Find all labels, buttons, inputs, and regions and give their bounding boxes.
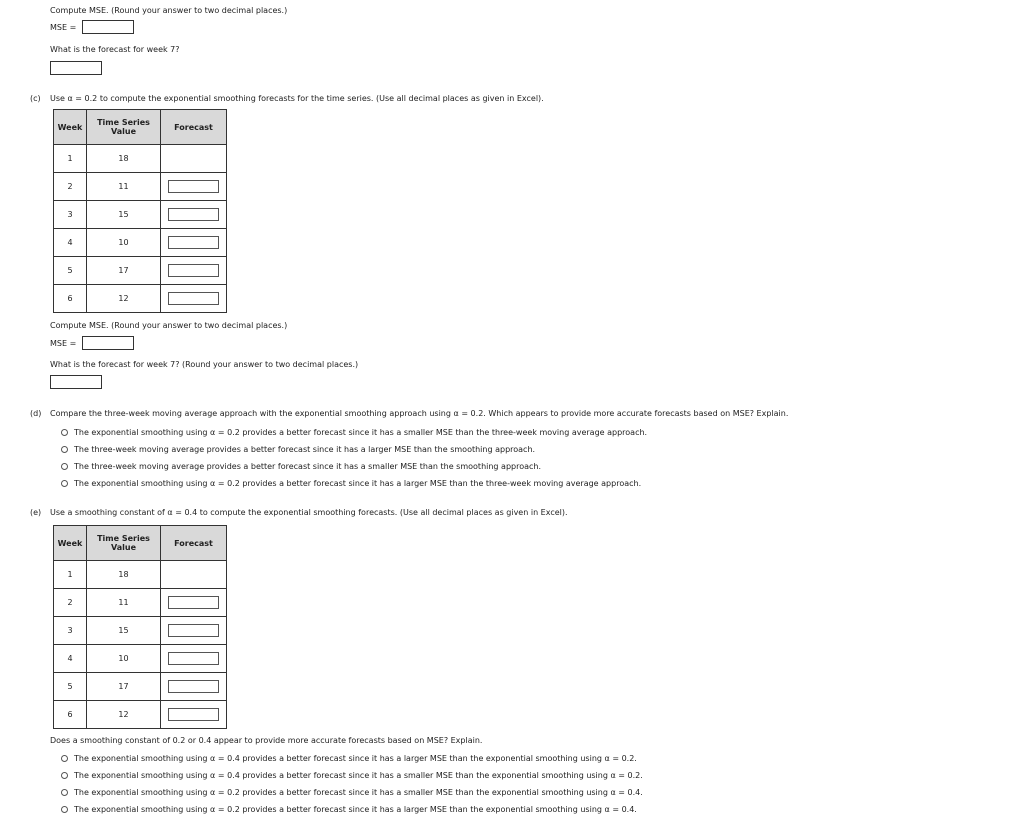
- part-d-option-1[interactable]: [61, 426, 647, 438]
- forecast-input[interactable]: [168, 208, 219, 221]
- value-cell: 15: [87, 201, 161, 229]
- forecast-cell: [161, 145, 227, 173]
- table-row: [54, 673, 227, 701]
- value-cell: 17: [87, 257, 161, 285]
- part-e-letter: (e): [30, 508, 42, 517]
- forecast-input[interactable]: [168, 264, 219, 277]
- table-row: [54, 701, 227, 729]
- forecast-week7-input-c[interactable]: [50, 375, 102, 389]
- table-row: [54, 229, 227, 257]
- forecast-input[interactable]: [168, 180, 219, 193]
- table-row: [54, 285, 227, 313]
- week-cell: 2: [54, 173, 87, 201]
- radio-button[interactable]: [61, 806, 68, 813]
- week-cell: 5: [54, 673, 87, 701]
- week-cell: 6: [54, 285, 87, 313]
- part-c-letter: (c): [30, 94, 41, 103]
- forecast-cell: [161, 285, 227, 313]
- value-cell: 12: [87, 701, 161, 729]
- week-cell: 3: [54, 617, 87, 645]
- option-label: The exponential smoothing using α = 0.4 provides a better forecast since it has a smaller MSE than the exponential smoothing using α = 0.2.: [74, 770, 643, 780]
- mse-label: MSE =: [50, 23, 77, 32]
- table-row: [54, 589, 227, 617]
- value-cell: 17: [87, 673, 161, 701]
- part-c-instruction: Use α = 0.2 to compute the exponential smoothing forecasts for the time series. (Use all decimal places as given in Excel).: [50, 94, 544, 103]
- forecast-cell: [161, 229, 227, 257]
- part-d-option-3[interactable]: [61, 460, 541, 472]
- week-cell: 6: [54, 701, 87, 729]
- forecast-week7-text: What is the forecast for week 7?: [50, 45, 180, 54]
- forecast-input[interactable]: [168, 708, 219, 721]
- table-row: [54, 173, 227, 201]
- part-e-option-2[interactable]: [61, 769, 643, 781]
- forecast-cell: [161, 645, 227, 673]
- table-row: [54, 617, 227, 645]
- header-forecast: Forecast: [161, 110, 227, 145]
- part-e-option-1[interactable]: [61, 752, 637, 764]
- forecast-input[interactable]: [168, 292, 219, 305]
- week-cell: 4: [54, 229, 87, 257]
- option-label: The exponential smoothing using α = 0.2 provides a better forecast since it has a larger MSE than the exponential smoothing using α = 0.4.: [74, 804, 637, 814]
- compute-mse-text: Compute MSE. (Round your answer to two decimal places.): [50, 6, 288, 15]
- value-cell: 10: [87, 645, 161, 673]
- value-cell: 18: [87, 145, 161, 173]
- table-row: [54, 645, 227, 673]
- part-e-question: Does a smoothing constant of 0.2 or 0.4 appear to provide more accurate forecasts based on MSE? Explain.: [50, 736, 483, 745]
- part-d-question: Compare the three-week moving average approach with the exponential smoothing approach using α = 0.2. Which appears to provide more accurate forecasts based on MSE? Explain.: [50, 409, 789, 418]
- forecast-input[interactable]: [168, 652, 219, 665]
- radio-button[interactable]: [61, 429, 68, 436]
- compute-mse-text-c: Compute MSE. (Round your answer to two decimal places.): [50, 321, 288, 330]
- part-e-instruction: Use a smoothing constant of α = 0.4 to compute the exponential smoothing forecasts. (Use all decimal places as given in Excel).: [50, 508, 568, 517]
- forecast-week7-input-b[interactable]: [50, 61, 102, 75]
- table-row: [54, 561, 227, 589]
- forecast-cell: [161, 589, 227, 617]
- mse-input-c[interactable]: [82, 336, 134, 350]
- option-label: The exponential smoothing using α = 0.4 provides a better forecast since it has a larger MSE than the exponential smoothing using α = 0.2.: [74, 753, 637, 763]
- value-cell: 10: [87, 229, 161, 257]
- radio-button[interactable]: [61, 463, 68, 470]
- option-label: The exponential smoothing using α = 0.2 provides a better forecast since it has a smaller MSE than the three-week moving average approach.: [74, 427, 648, 437]
- forecast-cell: [161, 257, 227, 285]
- week-cell: 5: [54, 257, 87, 285]
- part-d-option-2[interactable]: [61, 443, 535, 455]
- forecast-cell: [161, 673, 227, 701]
- forecast-input[interactable]: [168, 680, 219, 693]
- radio-button[interactable]: [61, 480, 68, 487]
- radio-button[interactable]: [61, 446, 68, 453]
- part-e-option-4[interactable]: [61, 803, 637, 815]
- value-cell: 11: [87, 173, 161, 201]
- forecast-input[interactable]: [168, 236, 219, 249]
- table-row: [54, 145, 227, 173]
- part-e-table: [53, 525, 227, 729]
- radio-button[interactable]: [61, 755, 68, 762]
- header-forecast: Forecast: [161, 526, 227, 561]
- header-value: Time Series Value: [87, 526, 161, 561]
- value-cell: 18: [87, 561, 161, 589]
- forecast-cell: [161, 201, 227, 229]
- week-cell: 3: [54, 201, 87, 229]
- forecast-cell: [161, 561, 227, 589]
- table-row: [54, 257, 227, 285]
- forecast-input[interactable]: [168, 624, 219, 637]
- forecast-cell: [161, 617, 227, 645]
- week-cell: 1: [54, 561, 87, 589]
- value-cell: 12: [87, 285, 161, 313]
- forecast-week7-text-c: What is the forecast for week 7? (Round your answer to two decimal places.): [50, 360, 359, 369]
- part-d-letter: (d): [30, 409, 42, 418]
- option-label: The exponential smoothing using α = 0.2 provides a better forecast since it has a larger MSE than the three-week moving average approach.: [74, 478, 642, 488]
- header-week: Week: [54, 110, 87, 145]
- radio-button[interactable]: [61, 789, 68, 796]
- option-label: The exponential smoothing using α = 0.2 provides a better forecast since it has a smaller MSE than the exponential smoothing using α = 0.4.: [74, 787, 643, 797]
- week-cell: 1: [54, 145, 87, 173]
- value-cell: 15: [87, 617, 161, 645]
- table-row: [54, 201, 227, 229]
- mse-input-b[interactable]: [82, 20, 134, 34]
- option-label: The three-week moving average provides a better forecast since it has a smaller MSE than the smoothing approach.: [74, 461, 542, 471]
- forecast-cell: [161, 701, 227, 729]
- value-cell: 11: [87, 589, 161, 617]
- option-label: The three-week moving average provides a better forecast since it has a larger MSE than the smoothing approach.: [74, 444, 536, 454]
- part-e-option-3[interactable]: [61, 786, 643, 798]
- forecast-cell: [161, 173, 227, 201]
- part-c-table: [53, 109, 227, 313]
- forecast-input[interactable]: [168, 596, 219, 609]
- radio-button[interactable]: [61, 772, 68, 779]
- part-d-option-4[interactable]: [61, 477, 641, 489]
- header-value: Time Series Value: [87, 110, 161, 145]
- header-week: Week: [54, 526, 87, 561]
- week-cell: 4: [54, 645, 87, 673]
- mse-label-c: MSE =: [50, 339, 77, 348]
- week-cell: 2: [54, 589, 87, 617]
